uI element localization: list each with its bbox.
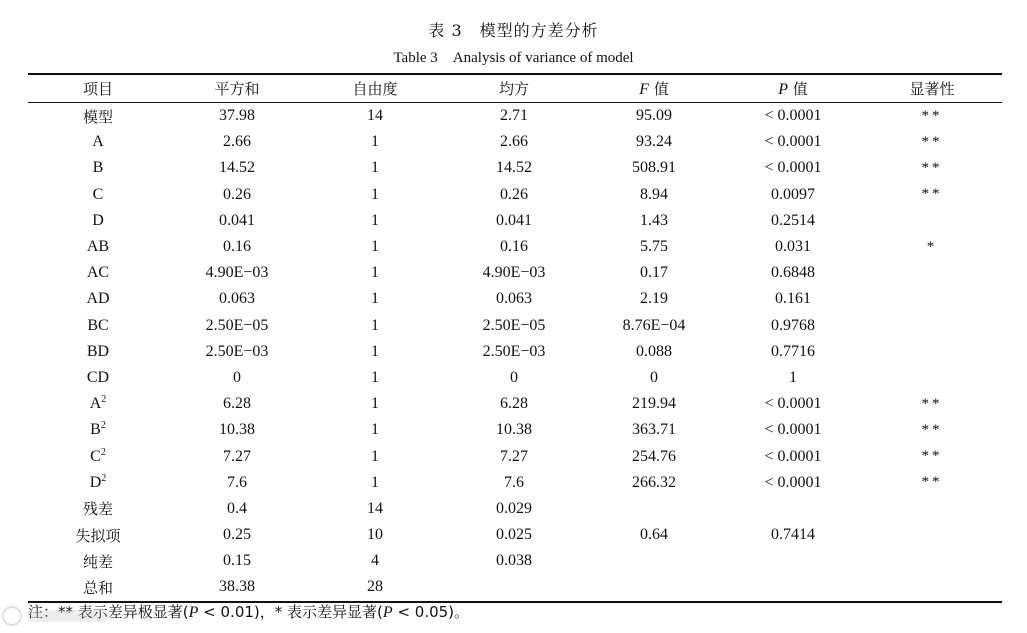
table-row: [28, 417, 1002, 443]
cell-p-value: 0.0097: [771, 185, 815, 203]
cell-f-value: [584, 548, 724, 574]
item-label: B: [92, 159, 104, 177]
cell-item: [28, 260, 168, 286]
table-body: [28, 103, 1002, 602]
note-p2-rest: < 0.05)。: [392, 603, 470, 621]
cell-f-value: [584, 574, 724, 601]
header-p-suffix: 值: [788, 80, 808, 98]
cell-item: [28, 286, 168, 312]
cell-p-value: 0.161: [775, 290, 811, 308]
item-label: CD: [86, 368, 110, 386]
item-label: AB: [86, 238, 110, 256]
header-degrees-of-freedom: 自由度: [352, 80, 398, 98]
item-label: 模型: [82, 107, 113, 126]
cell-f-value: 0: [650, 368, 658, 386]
cell-degrees-of-freedom: 10: [367, 526, 383, 544]
cell-item: [28, 208, 168, 234]
table-row: [28, 391, 1002, 417]
header-significance: 显著性: [909, 80, 955, 98]
cell-sum-of-squares: 2.50E−05: [205, 316, 269, 334]
cell-sum-of-squares: 0: [233, 368, 241, 386]
table-row: [28, 339, 1002, 365]
cell-f-value: 1.43: [640, 211, 668, 229]
cell-degrees-of-freedom: 1: [371, 290, 379, 308]
table-header-row: [28, 74, 1002, 103]
cell-f-value: 219.94: [632, 395, 676, 413]
cell-p-value: < 0.0001: [764, 159, 822, 177]
item-label: D: [89, 473, 102, 491]
cell-degrees-of-freedom: 1: [371, 133, 379, 151]
header-item: 项目: [82, 80, 113, 98]
cell-sum-of-squares: 14.52: [219, 159, 255, 177]
cell-f-value: 5.75: [640, 238, 668, 256]
cell-p-value: 0.2514: [771, 211, 815, 229]
cell-sum-of-squares: 10.38: [219, 421, 255, 439]
header-f-suffix: 值: [649, 80, 669, 98]
cell-significance: **: [921, 474, 943, 491]
table-row: [28, 286, 1002, 312]
cell-p-value: [724, 548, 862, 574]
cell-significance: [862, 365, 1002, 391]
cell-mean-square: 0.029: [496, 499, 532, 517]
cell-item: [28, 365, 168, 391]
item-exponent: 2: [100, 420, 106, 432]
cell-item: [28, 339, 168, 365]
table-row: [28, 470, 1002, 496]
cell-item: [28, 234, 168, 260]
cell-item: [28, 103, 168, 130]
cell-degrees-of-freedom: 4: [371, 552, 379, 570]
cell-degrees-of-freedom: 1: [371, 238, 379, 256]
cell-f-value: 508.91: [632, 159, 676, 177]
cell-mean-square: 2.71: [500, 107, 528, 125]
header-p-value: [724, 74, 862, 103]
cell-p-value: 0.9768: [771, 316, 815, 334]
note-p1-letter: P: [188, 604, 199, 621]
cell-significance: **: [921, 107, 943, 124]
cell-significance: **: [921, 421, 943, 438]
note-prefix: 注：** 表示差异极显著(: [28, 603, 189, 621]
cell-sum-of-squares: 0.15: [223, 552, 251, 570]
table-row: [28, 548, 1002, 574]
cell-mean-square: 0.025: [496, 526, 532, 544]
cell-significance: [862, 286, 1002, 312]
cell-p-value: < 0.0001: [764, 421, 822, 439]
cell-p-value: < 0.0001: [764, 395, 822, 413]
cell-mean-square: 6.28: [500, 395, 528, 413]
table-title-en: Table 3 Analysis of variance of model: [393, 50, 634, 66]
cell-p-value: 1: [789, 368, 797, 386]
cell-mean-square: 2.66: [500, 133, 528, 151]
table-row: [28, 496, 1002, 522]
cell-p-value: < 0.0001: [764, 473, 822, 491]
cell-significance: *: [926, 238, 938, 255]
watermark-logo: [0, 602, 120, 630]
cell-item: [28, 182, 168, 208]
cell-mean-square: 0.063: [496, 290, 532, 308]
cell-significance: **: [921, 133, 943, 150]
header-mean-square: 均方: [498, 80, 529, 98]
cell-significance: **: [921, 395, 943, 412]
table-title-cn: 表 3 模型的方差分析: [428, 21, 599, 40]
item-label: 总和: [82, 578, 113, 597]
cell-degrees-of-freedom: 1: [371, 316, 379, 334]
cell-degrees-of-freedom: 1: [371, 421, 379, 439]
cell-p-value: < 0.0001: [764, 107, 822, 125]
cell-item: [28, 548, 168, 574]
cell-degrees-of-freedom: 1: [371, 447, 379, 465]
item-label: D: [92, 211, 104, 229]
cell-sum-of-squares: 0.041: [219, 211, 255, 229]
cell-sum-of-squares: 7.27: [223, 447, 251, 465]
cell-mean-square: 0.038: [496, 552, 532, 570]
table-row: [28, 103, 1002, 130]
cell-mean-square: 0.16: [500, 238, 528, 256]
cell-degrees-of-freedom: 28: [367, 578, 383, 596]
cell-significance: [862, 339, 1002, 365]
table-row: [28, 129, 1002, 155]
cell-sum-of-squares: 0.26: [223, 185, 251, 203]
header-p-letter: P: [778, 81, 788, 98]
cell-mean-square: 7.6: [504, 473, 524, 491]
cell-sum-of-squares: 4.90E−03: [205, 264, 269, 282]
anova-table: [28, 73, 1002, 603]
item-label: B: [90, 421, 101, 439]
cell-f-value: 0.64: [640, 526, 668, 544]
item-label: A: [92, 133, 104, 151]
cell-degrees-of-freedom: 14: [367, 499, 383, 517]
cell-f-value: 0.17: [640, 264, 668, 282]
cell-degrees-of-freedom: 1: [371, 159, 379, 177]
cell-significance: [862, 548, 1002, 574]
cell-significance: **: [921, 186, 943, 203]
cell-sum-of-squares: 0.25: [223, 526, 251, 544]
cell-significance: **: [921, 448, 943, 465]
cell-sum-of-squares: 7.6: [227, 473, 247, 491]
table-row: [28, 234, 1002, 260]
cell-f-value: 93.24: [636, 133, 672, 151]
cell-item: [28, 443, 168, 469]
table-row: [28, 574, 1002, 601]
cell-f-value: 363.71: [632, 421, 676, 439]
cell-sum-of-squares: 0.16: [223, 238, 251, 256]
cell-significance: [862, 260, 1002, 286]
cell-degrees-of-freedom: 14: [367, 107, 383, 125]
cell-mean-square: 0.041: [496, 211, 532, 229]
cell-degrees-of-freedom: 1: [371, 185, 379, 203]
item-label: 失拟项: [75, 526, 121, 545]
item-label: 残差: [82, 500, 113, 519]
cell-p-value: 0.6848: [771, 264, 815, 282]
cell-sum-of-squares: 0.4: [227, 499, 247, 517]
cell-item: [28, 313, 168, 339]
note-p1-rest: < 0.01)，* 表示差异显著(: [198, 603, 383, 621]
cell-mean-square: 0: [510, 368, 518, 386]
cell-significance: **: [921, 159, 943, 176]
cell-sum-of-squares: 37.98: [219, 107, 255, 125]
table-row: [28, 443, 1002, 469]
note-p2-letter: P: [382, 604, 393, 621]
item-label: A: [89, 395, 102, 413]
cell-p-value: [724, 574, 862, 601]
cell-significance: [862, 496, 1002, 522]
cell-item: [28, 496, 168, 522]
cell-mean-square: [444, 574, 584, 601]
table-row: [28, 522, 1002, 548]
item-exponent: 2: [101, 472, 107, 484]
item-exponent: 2: [101, 394, 107, 406]
cell-f-value: 0.088: [636, 342, 672, 360]
item-label: C: [92, 185, 104, 203]
cell-significance: [862, 313, 1002, 339]
item-label: AD: [86, 290, 110, 308]
table-row: [28, 260, 1002, 286]
item-label: BC: [87, 316, 109, 334]
cell-mean-square: 14.52: [496, 159, 532, 177]
header-sum-of-squares: 平方和: [214, 80, 260, 98]
cell-sum-of-squares: 0.063: [219, 290, 255, 308]
cell-p-value: [724, 496, 862, 522]
cell-f-value: 8.76E−04: [622, 316, 686, 334]
item-label: BD: [86, 342, 110, 360]
cell-sum-of-squares: 6.28: [223, 395, 251, 413]
cell-mean-square: 10.38: [496, 421, 532, 439]
table-row: [28, 365, 1002, 391]
cell-item: [28, 522, 168, 548]
item-label: C: [90, 447, 101, 465]
cell-sum-of-squares: 2.50E−03: [205, 342, 269, 360]
cell-f-value: 8.94: [640, 185, 668, 203]
cell-item: [28, 129, 168, 155]
cell-significance: [862, 208, 1002, 234]
cell-degrees-of-freedom: 1: [371, 368, 379, 386]
cell-p-value: < 0.0001: [764, 447, 822, 465]
cell-p-value: 0.7716: [771, 342, 815, 360]
cell-degrees-of-freedom: 1: [371, 342, 379, 360]
cell-item: [28, 391, 168, 417]
cell-degrees-of-freedom: 1: [371, 264, 379, 282]
table-row: [28, 313, 1002, 339]
item-label: AC: [86, 264, 110, 282]
cell-f-value: [584, 496, 724, 522]
cell-significance: [862, 522, 1002, 548]
header-f-value: [584, 74, 724, 103]
table-row: [28, 182, 1002, 208]
cell-degrees-of-freedom: 1: [371, 211, 379, 229]
cell-f-value: 95.09: [636, 107, 672, 125]
cell-f-value: 254.76: [632, 447, 676, 465]
item-label: 纯差: [82, 552, 113, 571]
cell-mean-square: 4.90E−03: [482, 264, 546, 282]
cell-item: [28, 417, 168, 443]
cell-item: [28, 470, 168, 496]
cell-significance: [862, 574, 1002, 601]
header-f-letter: F: [639, 81, 649, 98]
cell-mean-square: 2.50E−05: [482, 316, 546, 334]
cell-mean-square: 0.26: [500, 185, 528, 203]
cell-p-value: 0.7414: [771, 526, 815, 544]
table-row: [28, 155, 1002, 181]
cell-sum-of-squares: 2.66: [223, 133, 251, 151]
cell-p-value: 0.031: [775, 238, 811, 256]
cell-sum-of-squares: 38.38: [219, 578, 255, 596]
cell-degrees-of-freedom: 1: [371, 395, 379, 413]
cell-p-value: < 0.0001: [764, 133, 822, 151]
cell-f-value: 266.32: [632, 473, 676, 491]
cell-mean-square: 7.27: [500, 447, 528, 465]
cell-f-value: 2.19: [640, 290, 668, 308]
item-exponent: 2: [100, 446, 106, 458]
cell-degrees-of-freedom: 1: [371, 473, 379, 491]
table-row: [28, 208, 1002, 234]
cell-item: [28, 574, 168, 601]
cell-mean-square: 2.50E−03: [482, 342, 546, 360]
cell-item: [28, 155, 168, 181]
